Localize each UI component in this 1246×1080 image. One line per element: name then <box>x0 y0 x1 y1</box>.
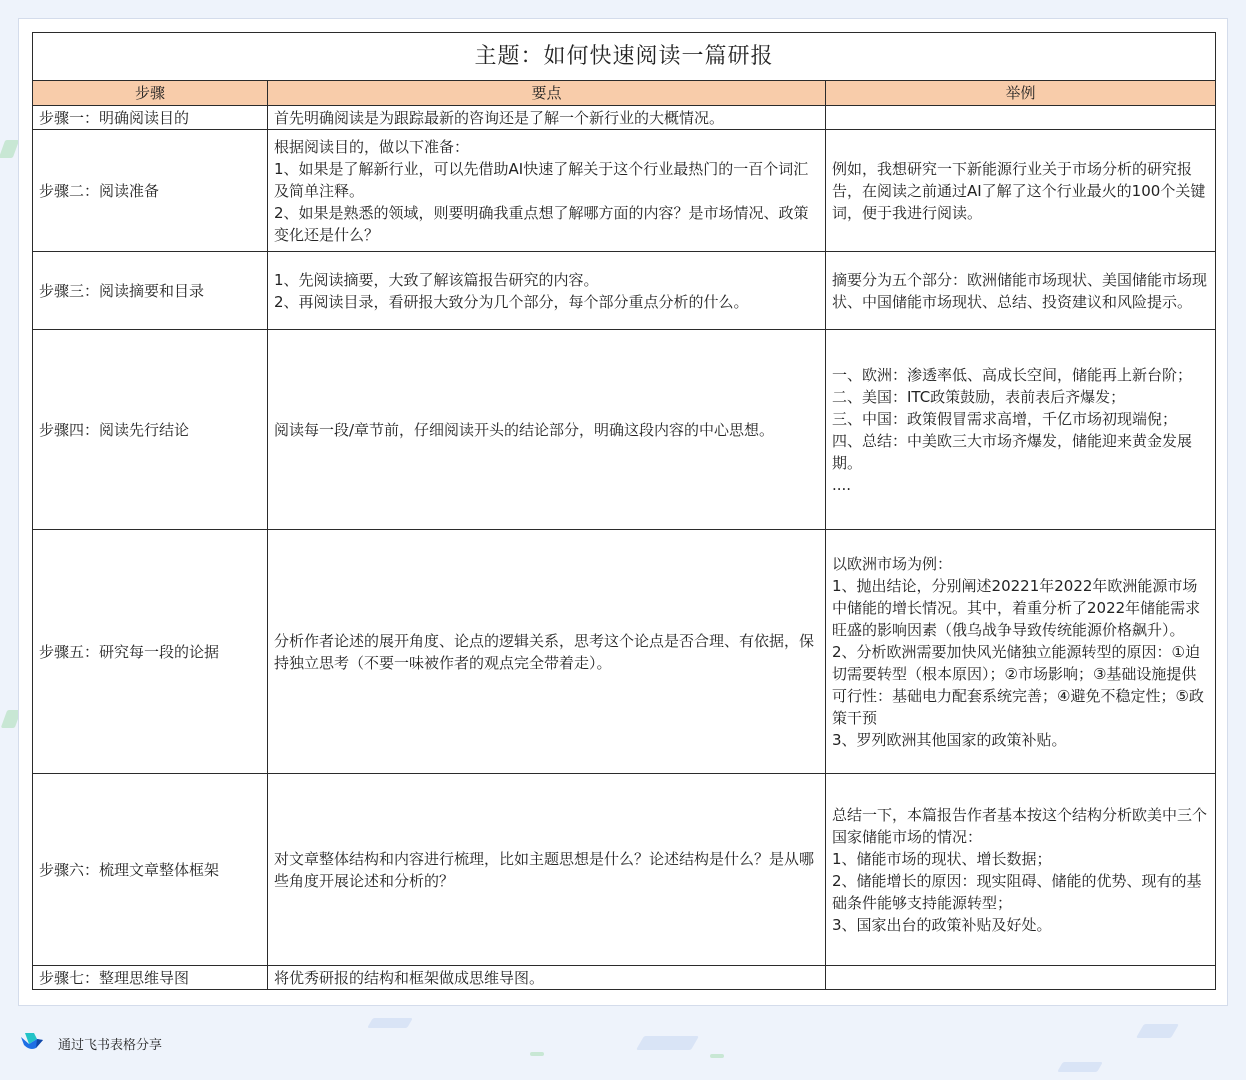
table-row <box>33 106 1216 130</box>
example-cell[interactable] <box>826 106 1216 130</box>
example-cell[interactable]: 一、欧洲：渗透率低、高成长空间，储能再上新台阶； 二、美国：ITC政策鼓励，表前表后齐爆发； 三、中国：政策假冒需求高增，千亿市场初现端倪； 四、总结：中美欧三大市场齐爆发，储能迎来黄金发展期。 .... <box>826 330 1216 530</box>
point-cell[interactable]: 1、先阅读摘要，大致了解该篇报告研究的内容。 2、再阅读目录，看研报大致分为几个部分，每个部分重点分析的什么。 <box>268 252 826 330</box>
table-title[interactable]: 主题：如何快速阅读一篇研报 <box>33 33 1216 81</box>
header-row <box>33 81 1216 106</box>
column-header-example[interactable]: 举例 <box>826 81 1216 106</box>
spreadsheet-canvas <box>18 18 1228 1006</box>
example-cell[interactable] <box>826 966 1216 990</box>
background-decoration <box>367 1018 413 1028</box>
step-cell[interactable]: 步骤一：明确阅读目的 <box>33 106 268 130</box>
step-cell[interactable]: 步骤二：阅读准备 <box>33 130 268 252</box>
point-cell[interactable]: 根据阅读目的，做以下准备： 1、如果是了解新行业，可以先借助AI快速了解关于这个行业最热门的一百个词汇及简单注释。 2、如果是熟悉的领域，则要明确我重点想了解哪方面的内容？是市场情况、政策变化还是什么？ <box>268 130 826 252</box>
table-row <box>33 530 1216 774</box>
background-decoration <box>710 1054 724 1058</box>
example-cell[interactable]: 例如，我想研究一下新能源行业关于市场分析的研究报告，在阅读之前通过AI了解了这个行业最火的100个关键词，便于我进行阅读。 <box>826 130 1216 252</box>
table-row <box>33 252 1216 330</box>
point-cell[interactable]: 首先明确阅读是为跟踪最新的咨询还是了解一个新行业的大概情况。 <box>268 106 826 130</box>
table-row <box>33 130 1216 252</box>
share-footer[interactable] <box>20 1030 162 1056</box>
point-cell[interactable]: 对文章整体结构和内容进行梳理，比如主题思想是什么？论述结构是什么？是从哪些角度开展论述和分析的？ <box>268 774 826 966</box>
data-table <box>32 32 1216 990</box>
example-cell[interactable]: 总结一下，本篇报告作者基本按这个结构分析欧美中三个国家储能市场的情况： 1、储能市场的现状、增长数据； 2、储能增长的原因：现实阻碍、储能的优势、现有的基础条件能够支持能源转型； 3、国家出台的政策补贴及好处。 <box>826 774 1216 966</box>
step-cell[interactable]: 步骤七：整理思维导图 <box>33 966 268 990</box>
column-header-step[interactable]: 步骤 <box>33 81 268 106</box>
point-cell[interactable]: 阅读每一段/章节前，仔细阅读开头的结论部分，明确这段内容的中心思想。 <box>268 330 826 530</box>
background-decoration <box>636 1036 699 1050</box>
table-row <box>33 774 1216 966</box>
step-cell[interactable]: 步骤五：研究每一段的论据 <box>33 530 268 774</box>
background-decoration <box>530 1052 544 1056</box>
step-cell[interactable]: 步骤六：梳理文章整体框架 <box>33 774 268 966</box>
example-cell[interactable]: 以欧洲市场为例： 1、抛出结论，分别阐述20221年2022年欧洲能源市场中储能的增长情况。其中，着重分析了2022年储能需求旺盛的影响因素（俄乌战争导致传统能源价格飙升）。 2、分析欧洲需要加快风光储独立能源转型的原因：①迫切需要转型（根本原因）；②市场影响；③基础设施提供可行性：基础电力配套系统完善；④避免不稳定性；⑤政策干预 3、罗列欧洲其他国家的政策补贴。 <box>826 530 1216 774</box>
title-row <box>33 33 1216 81</box>
table-row <box>33 966 1216 990</box>
point-cell[interactable]: 分析作者论述的展开角度、论点的逻辑关系，思考这个论点是否合理、有依据，保持独立思考（不要一味被作者的观点完全带着走）。 <box>268 530 826 774</box>
step-cell[interactable]: 步骤三：阅读摘要和目录 <box>33 252 268 330</box>
background-decoration <box>1057 1062 1103 1072</box>
background-decoration <box>1136 1024 1179 1038</box>
share-footer-text: 通过飞书表格分享 <box>58 1037 163 1053</box>
point-cell[interactable]: 将优秀研报的结构和框架做成思维导图。 <box>268 966 826 990</box>
feishu-logo-icon <box>20 1031 44 1055</box>
column-header-point[interactable]: 要点 <box>268 81 826 106</box>
step-cell[interactable]: 步骤四：阅读先行结论 <box>33 330 268 530</box>
example-cell[interactable]: 摘要分为五个部分：欧洲储能市场现状、美国储能市场现状、中国储能市场现状、总结、投资建议和风险提示。 <box>826 252 1216 330</box>
table-row <box>33 330 1216 530</box>
background-decoration <box>0 140 19 158</box>
